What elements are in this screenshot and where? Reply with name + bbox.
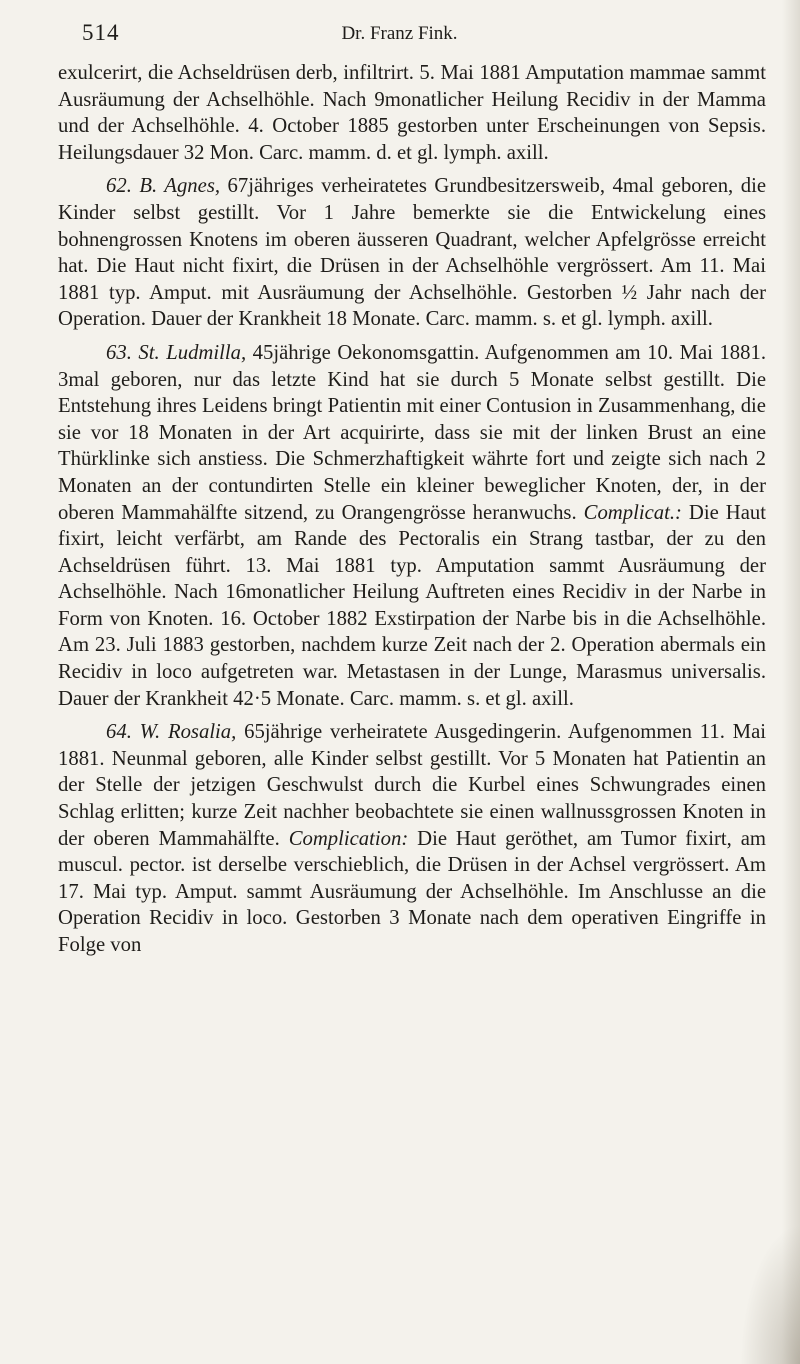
running-head: Dr. Franz Fink. [341, 23, 458, 44]
case-heading: 62. B. Agnes, [106, 175, 221, 198]
paragraph-case-63 [58, 340, 766, 712]
page-header [82, 20, 717, 50]
paragraph-case-64 [58, 719, 766, 958]
paragraph-text: Die Haut fixirt, leicht verfärbt, am Rande des Pectoralis ein Strang tastbar, der zu den Achseldrüsen führt. 13. Mai 1881 typ. Amputation sammt Ausräumung der Achselhöhle. Nach 16monatlicher Heilung Auftreten eines Recidiv in der Narbe in Form von Knoten. 16. October 1882 Exstirpation der Narbe bis in die Achselhöhle. Am 23. Juli 1883 gestorben, nachdem kurze Zeit nach der 2. Operation abermals ein Recidiv in loco aufgetreten war. Metastasen in der Lunge, Marasmus universalis. Dauer der Krankheit 42·5 Monate. Carc. mamm. s. et gl. axill. [58, 501, 766, 710]
page-corner-stain [740, 1224, 800, 1364]
paragraph-case-62 [58, 173, 766, 333]
paragraph-text: 67jähriges verheiratetes Grundbesitzersweib, 4mal geboren, die Kinder selbst gestillt. Vor 1 Jahre bemerkte sie die Entwickelung eines bohnengrossen Knotens im oberen äusseren Quadrant, welcher Apfelgrösse erreicht hat. Die Haut nicht fixirt, die Drüsen in der Achselhöhle vergrössert. Am 11. Mai 1881 typ. Amput. mit Ausräumung der Achselhöhle. Gestorben ½ Jahr nach der Operation. Dauer der Krankheit 18 Monate. Carc. mamm. s. et gl. lymph. axill. [58, 175, 766, 331]
page-number: 514 [82, 20, 120, 45]
case-heading: 63. St. Ludmilla, [106, 341, 247, 364]
paragraph-case-61-end [58, 60, 766, 166]
complication-label: Complicat.: [583, 501, 682, 524]
paragraph-text: exulcerirt, die Achseldrüsen derb, infiltrirt. 5. Mai 1881 Amputation mammae sammt Ausräumung der Achselhöhle. Nach 9monatlicher Heilung Recidiv in der Mamma und der Achselhöhle. 4. October 1885 gestorben unter Erscheinungen von Sepsis. Heilungsdauer 32 Mon. Carc. mamm. d. et gl. lymph. axill. [58, 62, 766, 164]
complication-label: Complication: [288, 827, 409, 850]
paragraph-text: 45jährige Oekonomsgattin. Aufgenommen am 10. Mai 1881. 3mal geboren, nur das letzte Kind hat sie durch 5 Monate selbst gestillt. Die Entstehung ihres Leidens bringt Patientin mit einer Contusion in Zusammenhang, die sie vor 18 Monaten in der Art acquirirte, dass sie mit der linken Brust an eine Thürklinke sich anstiess. Die Schmerzhaftigkeit währte fort und zeigte sich nach 2 Monaten an der contundirten Stelle ein kleiner beweglicher Knoten, der, in der oberen Mammahälfte sitzend, zu Orangengrösse heranwuchs. [58, 341, 766, 524]
case-heading: 64. W. Rosalia, [106, 721, 237, 744]
paragraph-text: 65jährige verheiratete Ausgedingerin. Aufgenommen 11. Mai 1881. Neunmal geboren, alle Kinder selbst gestillt. Vor 5 Monaten hat Patientin an der Stelle der jetzigen Geschwulst durch die Kurbel eines Schwungrades einen Schlag erlitten; kurze Zeit nachher beobachtete sie einen wallnussgrossen Knoten in der oberen Mammahälfte. [58, 721, 766, 850]
page-edge-shadow [782, 0, 800, 1364]
paragraph-text: Die Haut geröthet, am Tumor fixirt, am muscul. pector. ist derselbe verschieblich, die Drüsen in der Achsel vergrössert. Am 17. Mai typ. Amput. sammt Ausräumung der Achselhöhle. Im Anschlusse an die Operation Recidiv in loco. Gestorben 3 Monate nach dem operativen Eingriffe in Folge von [58, 827, 767, 956]
body-text [58, 60, 766, 959]
